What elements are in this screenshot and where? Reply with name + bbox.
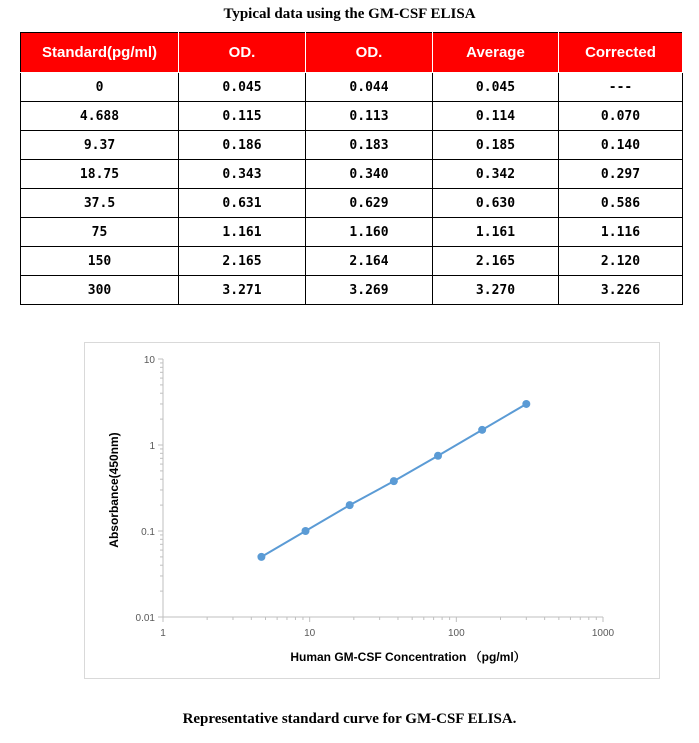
table-cell: 0.629 [306,189,433,218]
table-cell: 0.186 [179,131,306,160]
table-cell: 9.37 [21,131,179,160]
chart-caption: Representative standard curve for GM-CSF ELISA. [182,711,517,727]
table-cell: 3.226 [559,276,683,305]
table-header-3: Average [433,33,559,73]
table-header-0: Standard(pg/ml) [21,33,179,73]
chart-svg [85,343,661,680]
data-table [20,32,683,305]
table-row [21,131,683,160]
x-tick-label: 1000 [591,628,615,639]
table-cell: 0.045 [433,73,559,102]
table-row [21,276,683,305]
table-cell: 1.160 [306,218,433,247]
data-point [346,501,354,509]
table-row [21,160,683,189]
table-title: Typical data using the GM-CSF ELISA [223,6,476,22]
x-tick-label: 100 [447,628,465,639]
table-cell: 0.343 [179,160,306,189]
table-cell: 2.120 [559,247,683,276]
table-cell: 0.140 [559,131,683,160]
table-cell: 0.630 [433,189,559,218]
table-cell: 2.164 [306,247,433,276]
x-tick-label: 1 [160,628,166,639]
y-tick-label: 0.1 [141,527,155,538]
table-cell: 0.183 [306,131,433,160]
table-header-4: Corrected [559,33,683,73]
table-cell: 1.161 [433,218,559,247]
table-row [21,218,683,247]
table-cell: 37.5 [21,189,179,218]
data-point [522,400,530,408]
table-cell: 0.340 [306,160,433,189]
table-cell: 0.114 [433,102,559,131]
table-cell: 0.586 [559,189,683,218]
table-cell: --- [559,73,683,102]
table-cell: 3.271 [179,276,306,305]
table-cell: 0 [21,73,179,102]
y-tick-label: 1 [149,441,155,452]
table-cell: 0.185 [433,131,559,160]
table-row [21,102,683,131]
data-point [257,553,265,561]
table-row [21,247,683,276]
table-cell: 2.165 [179,247,306,276]
table-header-row [21,33,683,73]
table-cell: 18.75 [21,160,179,189]
y-tick-label: 10 [143,355,155,366]
table-cell: 1.116 [559,218,683,247]
x-axis-label: Human GM-CSF Concentration （pg/ml） [290,650,526,664]
table-cell: 0.045 [179,73,306,102]
standard-curve-chart [84,342,660,679]
table-header-1: OD. [179,33,306,73]
table-header-2: OD. [306,33,433,73]
table-cell: 0.113 [306,102,433,131]
table-cell: 2.165 [433,247,559,276]
table-cell: 300 [21,276,179,305]
table-row [21,189,683,218]
table-cell: 0.115 [179,102,306,131]
table-cell: 0.044 [306,73,433,102]
table-cell: 0.342 [433,160,559,189]
data-point [434,452,442,460]
y-axis-label: Absorbance(450nm) [107,432,121,548]
y-tick-label: 0.01 [135,613,155,624]
table-cell: 75 [21,218,179,247]
table-cell: 3.270 [433,276,559,305]
data-point [390,477,398,485]
table-cell: 0.070 [559,102,683,131]
table-row [21,73,683,102]
table-cell: 0.297 [559,160,683,189]
table-cell: 0.631 [179,189,306,218]
x-tick-label: 10 [304,628,316,639]
data-point [302,527,310,535]
table-cell: 3.269 [306,276,433,305]
table-cell: 150 [21,247,179,276]
table-cell: 4.688 [21,102,179,131]
data-point [478,426,486,434]
table-cell: 1.161 [179,218,306,247]
